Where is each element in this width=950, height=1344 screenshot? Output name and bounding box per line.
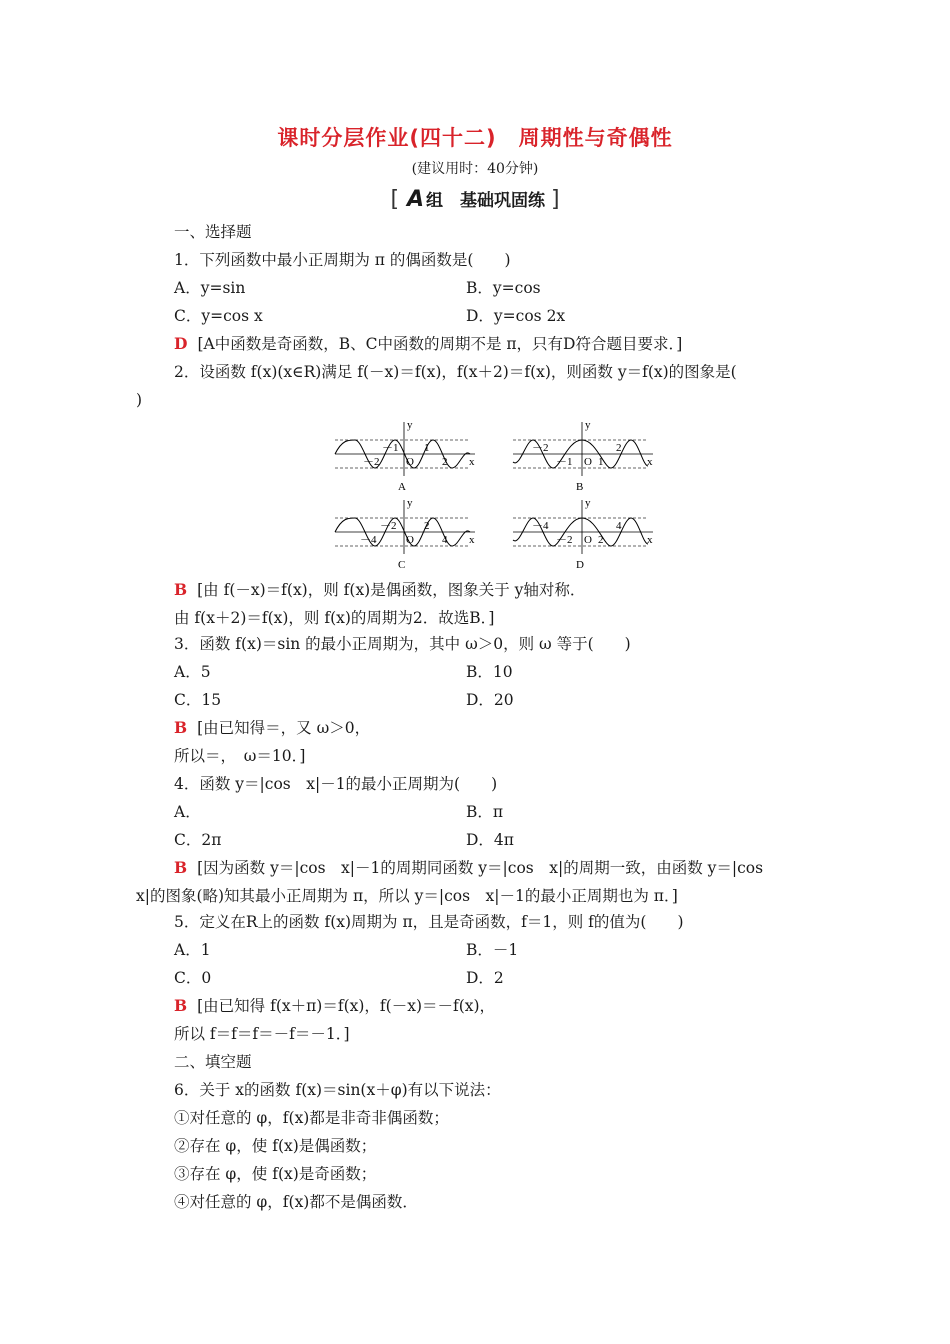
q1-option-c: C．y=cos x bbox=[174, 307, 263, 325]
graph-a-tick-2: 1 bbox=[424, 442, 430, 454]
graph-a-caption: A bbox=[398, 481, 406, 493]
q3-stem: 3．函数 f(x)＝sin 的最小正周期为，其中 ω＞0，则 ω 等于( ) bbox=[174, 635, 631, 653]
graph-b bbox=[513, 419, 653, 493]
graph-d-y-label: y bbox=[585, 497, 591, 509]
q3-explanation-2: 所以＝， ω＝10．] bbox=[174, 747, 306, 765]
graph-a-y-label: y bbox=[407, 419, 413, 431]
q1-option-d: D．y=cos 2x bbox=[466, 307, 566, 325]
graph-b-caption: B bbox=[576, 481, 584, 493]
graph-d-tick-3: －2 bbox=[556, 534, 573, 546]
graph-c bbox=[335, 497, 475, 571]
graph-d-caption: D bbox=[576, 559, 584, 571]
graph-d-tick-4: 2 bbox=[598, 534, 604, 546]
suggested-time: (建议用时：40分钟) bbox=[411, 161, 539, 177]
group-text: 组 基础巩固练 bbox=[426, 191, 546, 211]
q6-statement-3: ③存在 φ，使 f(x)是奇函数； bbox=[174, 1165, 377, 1183]
graph-d-tick-2: 4 bbox=[616, 520, 622, 532]
q5-answer bbox=[174, 996, 495, 1016]
q4-explanation-1: [因为函数 y＝|cos x|－1的周期同函数 y＝|cos x|的周期一致，由函数 y＝|cos bbox=[197, 859, 764, 877]
graph-a-tick-3: －2 bbox=[363, 456, 380, 468]
graph-d-origin: O bbox=[584, 534, 592, 546]
q4-stem: 4．函数 y＝|cos x|－1的最小正周期为( ) bbox=[174, 775, 498, 793]
q5-option-b: B．－1 bbox=[466, 941, 519, 959]
q4-answer-letter: B bbox=[174, 858, 188, 877]
group-letter: A bbox=[406, 187, 425, 212]
graph-d-tick-1: －4 bbox=[532, 520, 549, 532]
graph-b-y-label: y bbox=[585, 419, 591, 431]
graph-c-tick-3: －4 bbox=[360, 534, 377, 546]
page-title: 课时分层作业(四十二) 周期性与奇偶性 bbox=[277, 126, 673, 150]
q4-option-a: A． bbox=[174, 803, 201, 821]
q2-answer-letter: B bbox=[174, 580, 188, 599]
section-fill: 二、填空题 bbox=[174, 1053, 252, 1071]
group-bracket-close: ] bbox=[550, 187, 560, 212]
q4-explanation-2: x|的图象(略)知其最小正周期为 π，所以 y＝|cos x|－1的最小正周期也为 π．] bbox=[136, 887, 678, 905]
q4-answer bbox=[174, 858, 763, 878]
q3-answer-letter: B bbox=[174, 718, 188, 737]
graph-b-tick-1: －2 bbox=[532, 442, 549, 454]
graph-c-origin: O bbox=[406, 534, 414, 546]
q1-option-a: A．y=sin bbox=[174, 279, 246, 297]
graph-a-origin: O bbox=[406, 456, 414, 468]
graph-c-tick-4: 4 bbox=[442, 534, 448, 546]
q3-option-b: B．10 bbox=[466, 663, 513, 681]
graph-c-x-label: x bbox=[469, 534, 475, 546]
q6-statement-2: ②存在 φ，使 f(x)是偶函数； bbox=[174, 1137, 377, 1155]
q5-option-c: C．0 bbox=[174, 969, 212, 987]
graph-b-x-label: x bbox=[647, 456, 653, 468]
graph-a-tick-4: 2 bbox=[442, 456, 448, 468]
graph-b-tick-3: －1 bbox=[556, 456, 573, 468]
q1-answer-letter: D bbox=[174, 334, 188, 353]
q3-option-a: A．5 bbox=[174, 663, 211, 681]
q1-answer bbox=[174, 334, 682, 354]
q6-statement-1: ①对任意的 φ，f(x)都是非奇非偶函数； bbox=[174, 1109, 449, 1127]
graph-a-x-label: x bbox=[469, 456, 475, 468]
q2-explanation-2: 由 f(x＋2)＝f(x)，则 f(x)的周期为2．故选B．] bbox=[174, 609, 495, 627]
group-bracket-open: [ bbox=[390, 187, 400, 212]
graph-d-x-label: x bbox=[647, 534, 653, 546]
q5-answer-letter: B bbox=[174, 996, 188, 1015]
q3-option-c: C．15 bbox=[174, 691, 222, 709]
graph-a bbox=[335, 419, 475, 493]
graph-a-tick-1: －1 bbox=[382, 442, 399, 454]
graph-b-tick-2: 2 bbox=[616, 442, 622, 454]
q2-stem-end: ) bbox=[136, 391, 143, 409]
graph-c-caption: C bbox=[398, 559, 406, 571]
q1-option-b: B．y=cos bbox=[466, 279, 541, 297]
q5-option-d: D．2 bbox=[466, 969, 504, 987]
q2-stem: 2．设函数 f(x)(x∈R)满足 f(－x)＝f(x)，f(x＋2)＝f(x)，则函数 y＝f(x)的图象是( bbox=[174, 363, 737, 381]
group-heading bbox=[0, 186, 950, 212]
q5-option-a: A．1 bbox=[174, 941, 211, 959]
q2-explanation-1: [由 f(－x)＝f(x)，则 f(x)是偶函数，图象关于 y轴对称． bbox=[197, 581, 586, 599]
q1-explanation: [A中函数是奇函数，B、C中函数的周期不是 π，只有D符合题目要求．] bbox=[197, 335, 683, 353]
q2-graphs bbox=[330, 418, 660, 573]
graph-d bbox=[513, 497, 653, 571]
graph-c-tick-1: －2 bbox=[380, 520, 397, 532]
q5-stem: 5．定义在R上的函数 f(x)周期为 π，且是奇函数，f＝1，则 f的值为( ) bbox=[174, 913, 684, 931]
q4-option-d: D．4π bbox=[466, 831, 514, 849]
q5-explanation-1: [由已知得 f(x＋π)＝f(x)，f(－x)＝－f(x)， bbox=[197, 997, 496, 1015]
q4-option-b: B．π bbox=[466, 803, 504, 821]
graph-c-tick-2: 2 bbox=[424, 520, 430, 532]
graph-b-tick-4: 1 bbox=[598, 456, 604, 468]
q3-explanation-1: [由已知得＝，又 ω＞0， bbox=[197, 719, 371, 737]
graph-b-origin: O bbox=[584, 456, 592, 468]
q1-stem: 1．下列函数中最小正周期为 π 的偶函数是( ) bbox=[174, 251, 511, 269]
q6-statement-4: ④对任意的 φ，f(x)都不是偶函数． bbox=[174, 1193, 418, 1211]
graph-c-y-label: y bbox=[407, 497, 413, 509]
q5-explanation-2: 所以 f＝f＝f＝－f＝－1．] bbox=[174, 1025, 350, 1043]
q4-option-c: C．2π bbox=[174, 831, 222, 849]
q3-answer bbox=[174, 718, 370, 738]
q3-option-d: D．20 bbox=[466, 691, 514, 709]
q2-answer bbox=[174, 580, 585, 600]
section-choice: 一、选择题 bbox=[174, 223, 252, 241]
q6-stem: 6．关于 x的函数 f(x)＝sin(x＋φ)有以下说法： bbox=[174, 1081, 501, 1099]
